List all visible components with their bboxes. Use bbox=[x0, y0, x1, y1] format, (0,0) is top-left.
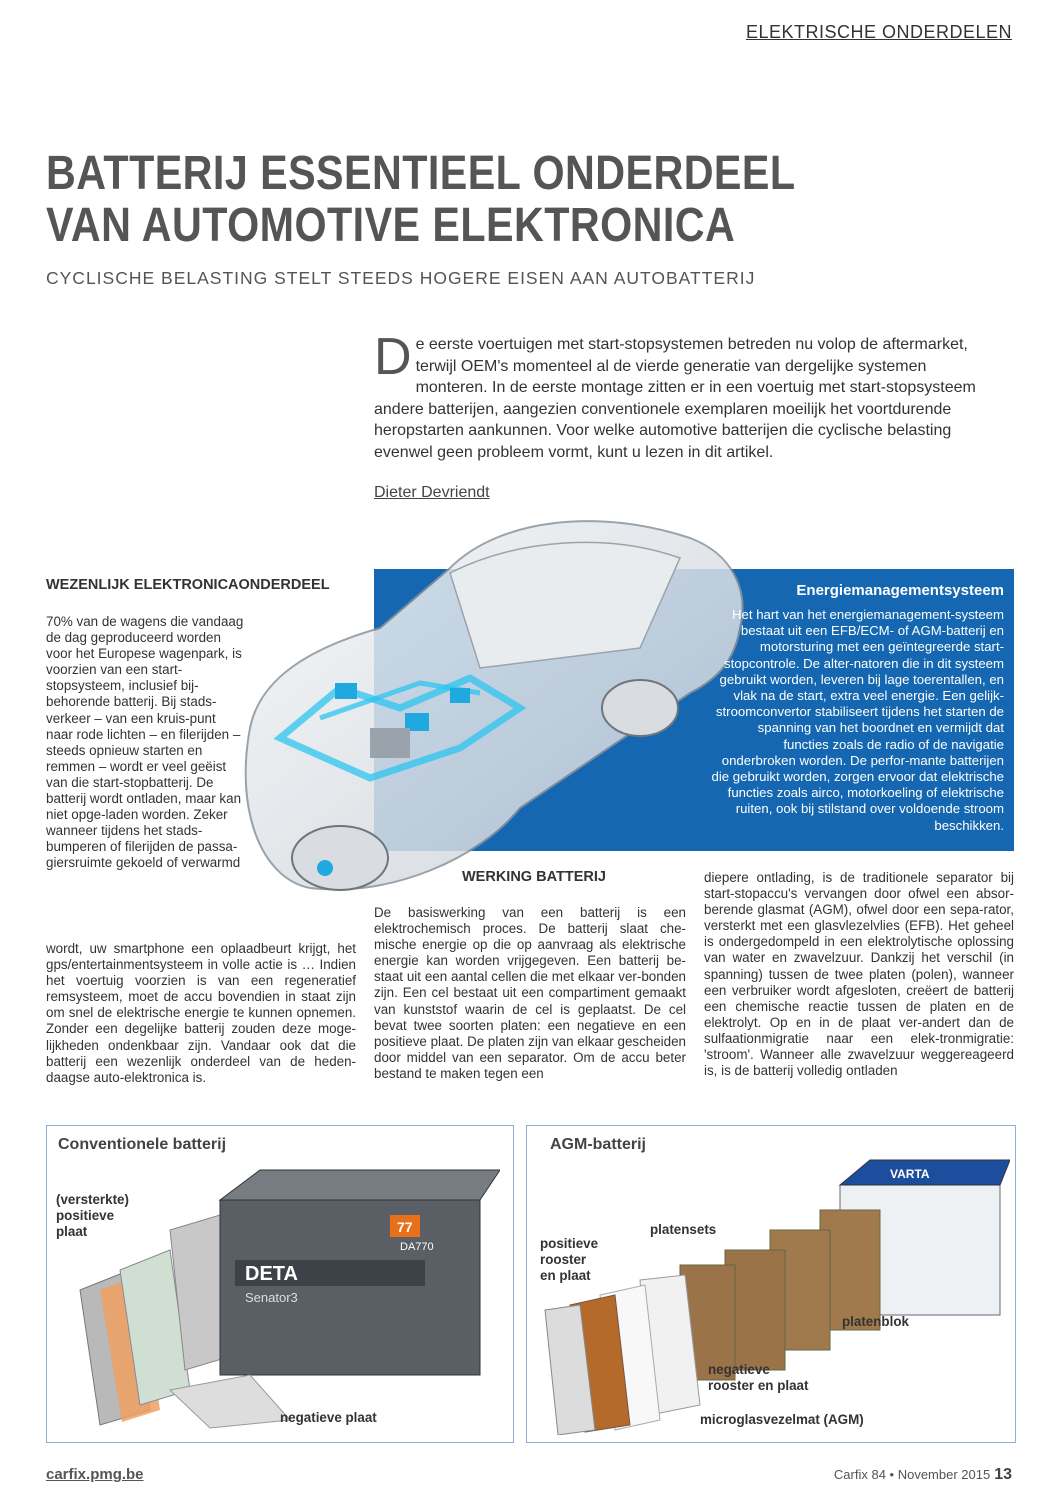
label-negative-grid-1: negatieve bbox=[708, 1362, 770, 1377]
sidebar-text bbox=[380, 607, 1004, 834]
label-positive-grid bbox=[540, 1236, 598, 1284]
label-negative-grid bbox=[708, 1362, 808, 1394]
label-positive-plate-2: positieve bbox=[56, 1208, 115, 1223]
author-link[interactable]: Dieter Devriendt bbox=[374, 484, 490, 501]
label-positive-plate-1: (versterkte) bbox=[56, 1192, 129, 1207]
section1-text-top-body: 70% van de wagens die vandaag de dag geproduceerd worden voor het Europese wagenpark, is voorzien van een start-stopsysteem, inclusief bij-behorende batterij. Bij stads-verkeer – van een kruis-punt naar rode lichten – en filerijden – steeds opnieuw starten en remmen – wordt er veel geëist van die start-stopbatterij. De batterij wordt ontladen, maar kan niet opge-laden worden. Zeker wanneer tijdens het stads-bumperen of filerijden de passa-giersruimte gekoeld of verwarmd bbox=[46, 614, 244, 871]
section2-heading: WERKING BATTERIJ bbox=[462, 869, 606, 885]
label-agm-mat: microglasvezelmat (AGM) bbox=[700, 1412, 864, 1427]
article-subtitle: CYCLISCHE BELASTING STELT STEEDS HOGERE EISEN AAN AUTOBATTERIJ bbox=[46, 268, 756, 288]
section1-text-top bbox=[46, 614, 328, 872]
label-positive-grid-1: positieve bbox=[540, 1236, 599, 1251]
agm-battery-brand: VARTA bbox=[890, 1167, 930, 1181]
figure-agm-title: AGM-batterij bbox=[550, 1136, 646, 1153]
section1-text-bottom: wordt, uw smartphone een oplaadbeurt krijgt, het gps/entertainmentsysteem in volle actie is … Indien het voertuig voorzien is van een regeneratief remsysteem, moet de accu bovendien in staat zijn om snel de elektrische energie te kunnen opnemen. Zonder een degelijke batterij zouden deze moge-lijkheden ondenkbaar zijn. Vandaar ook dat die batterij een wezenlijk onderdeel van de heden-daagse auto-elektronica is. bbox=[46, 941, 356, 1085]
title-line-2: VAN AUTOMOTIVE ELEKTRONICA bbox=[46, 199, 736, 252]
section1-heading: WEZENLIJK ELEKTRONICAONDERDEEL bbox=[46, 577, 330, 593]
conv-battery-model: Senator3 bbox=[245, 1290, 298, 1305]
footer-site-link[interactable]: carfix.pmg.be bbox=[46, 1466, 144, 1483]
footer-issue-text: Carfix 84 • November 2015 bbox=[833, 1467, 991, 1482]
label-positive-plate-3: plaat bbox=[56, 1224, 88, 1239]
figure-conventional-title: Conventionele batterij bbox=[58, 1136, 227, 1153]
article-title bbox=[46, 148, 820, 252]
conv-battery-code: DA770 bbox=[400, 1241, 434, 1253]
section2-text-mid: De basiswerking van een batterij is een elektrochemisch proces. De batterij slaat che-mische energie op die op aanvraag als elektrische energie kan worden vrijgegeven. Een batterij be-staat uit een aantal cellen die met elkaar ver-bonden zijn. Een cel bestaat uit een compartiment gemaakt van kunststof waarin de cel is geplaatst. De cel bevat twee soorten platen: een negatieve en een positieve plaat. De platen zijn van elkaar gescheiden door middel van een separator. Om de accu beter bestand te maken tegen een bbox=[374, 905, 686, 1081]
page-number: 13 bbox=[994, 1466, 1012, 1483]
section-label: ELEKTRISCHE ONDERDELEN bbox=[745, 22, 1012, 42]
label-plate-block: platenblok bbox=[842, 1314, 909, 1329]
label-positive-grid-2: rooster bbox=[540, 1252, 587, 1267]
title-line-1: BATTERIJ ESSENTIEEL ONDERDEEL bbox=[46, 147, 796, 200]
lead-text: e eerste voertuigen met start-stopsystemen betreden nu volop de aftermarket, terwijl OEM's momenteel al de vierde generatie van dergelijke systemen monteren. In de eerste montage zitten er in een voertuig met start-stopsysteem andere batterijen, aangezien conventionele exemplaren moeilijk het voortdurende heropstarten aankunnen. Voor welke automotive batterijen die cyclische belasting evenwel geen probleem vormt, kunt u lezen in dit artikel. bbox=[374, 336, 976, 461]
label-negative-grid-2: rooster en plaat bbox=[708, 1378, 809, 1393]
conv-battery-brand: DETA bbox=[245, 1263, 298, 1285]
label-positive-grid-3: en plaat bbox=[540, 1268, 591, 1283]
sidebar-body: Het hart van het energiemanagement-systeem bestaat uit een EFB/ECM- of AGM-batterij en motorsturing met een geïntegreerde start-stopcontrole. De alter-natoren die in dit systeem gebruikt worden, leveren bij lage toerentallen, en vlak na de start, extra veel energie. Een gelijk-stroomconvertor stabiliseert tijdens het starten de spanning van het boordnet en vermijdt dat functies zoals de radio of de navigatie onderbroken worden. De perfor-mante batterijen die gebruikt worden, zorgen ervoor dat elektrische functies zoals airco, motorkoeling of elektrische ruiten, ook bij stilstand over voldoende stroom beschikken. bbox=[711, 607, 1004, 833]
label-positive-plate bbox=[56, 1192, 129, 1240]
label-negative-plate: negatieve plaat bbox=[280, 1410, 377, 1425]
lead-paragraph bbox=[374, 328, 1000, 463]
footer-issue bbox=[834, 1466, 1012, 1484]
conv-battery-ah: 77 bbox=[397, 1219, 413, 1235]
section2-text-right: diepere ontlading, is de traditionele separator bij start-stopaccu's vervangen door ofwel een absor-berende glasmat (AGM), ofwel door een sepa-rator, versterkt met een glasvlezelvlies (EFB). Het geheel is ondergedompeld in een elektrolytische oplossing van water en zwavelzuur. Dankzij het verschil (in spanning) tussen de twee platen (polen), wanneer een verbruiker wordt afgesloten, creëert de batterij een chemische reactie tussen de platen en de elektrolyt. Op en in de plaat ver-andert dan de sulfaationmigratie naar een elek-tronmigratie: 'stroom'. Wanneer alle zwavelzuur weggereageerd is, is de batterij volledig ontladen bbox=[704, 870, 1014, 1079]
drop-cap: D bbox=[374, 328, 412, 386]
label-plate-sets: platensets bbox=[650, 1222, 717, 1237]
sidebar-title: Energiemanagementsysteem bbox=[796, 582, 1004, 599]
